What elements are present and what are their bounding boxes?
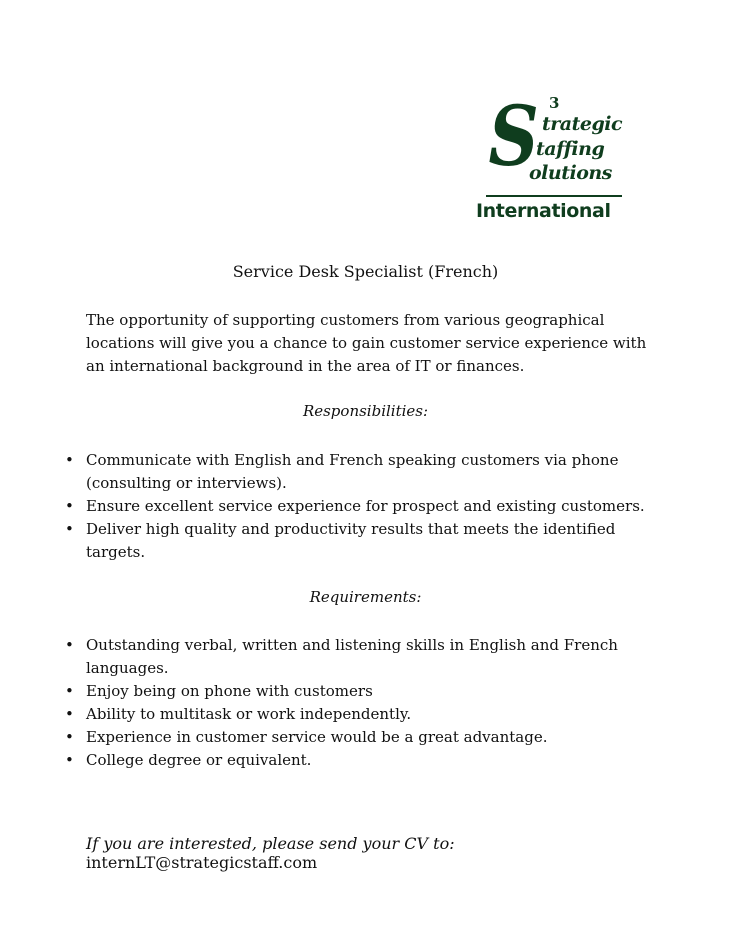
logo-superscript: 3 [549, 94, 560, 112]
logo-big-letter: S [488, 89, 539, 185]
intro-paragraph: The opportunity of supporting customers from various geographical locations will give you a chance to gain customer service experience with an international background in the area of IT or finances. [86, 311, 647, 375]
list-item: • Ensure excellent service experience for prospect and existing customers. [86, 495, 666, 518]
contact-line [86, 834, 686, 872]
page-title: Service Desk Specialist (French) [232, 262, 499, 281]
list-item: • College degree or equivalent. [86, 749, 666, 772]
logo-word-solutions: olutions [529, 162, 612, 184]
list-item: • Outstanding verbal, written and listening skills in English and French languages. [86, 634, 666, 680]
requirements-heading: Requirements: [309, 588, 422, 606]
logo-divider [486, 195, 622, 197]
list-item: • Experience in customer service would be a great advantage. [86, 726, 666, 749]
responsibilities-list [86, 449, 666, 564]
logo-subtitle: International [476, 200, 611, 222]
responsibilities-heading: Responsibilities: [302, 402, 429, 420]
logo-word-strategic: trategic [542, 113, 623, 135]
company-logo [474, 89, 630, 224]
list-item: • Enjoy being on phone with customers [86, 680, 666, 703]
logo-word-staffing: taffing [536, 138, 605, 160]
contact-prompt: If you are interested, please send your CV to: [86, 834, 455, 853]
requirements-list [86, 634, 666, 772]
contact-email: internLT@strategicstaff.com [86, 853, 318, 872]
list-item: • Communicate with English and French speaking customers via phone (consulting or interviews). [86, 449, 666, 495]
list-item: • Ability to multitask or work independently. [86, 703, 666, 726]
list-item: • Deliver high quality and productivity results that meets the identified targets. [86, 518, 666, 564]
